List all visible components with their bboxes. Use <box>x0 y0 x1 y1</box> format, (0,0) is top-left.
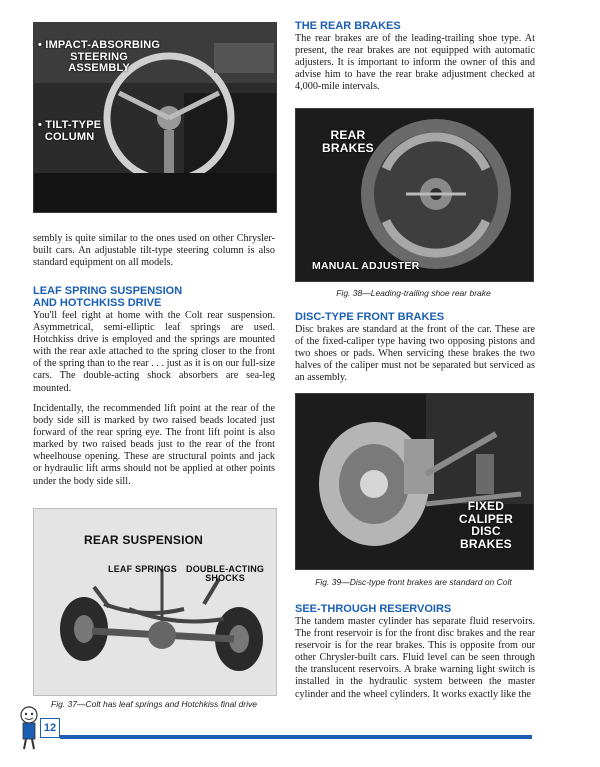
disc-brakes-paragraph: Disc brakes are standard at the front of the car. These are of the fixed-caliper type having two opposing pistons and two shoes or pads. When servicing these brakes the two halves of the caliper must not be separated but serviced as an assembly. <box>295 324 535 384</box>
mascot-icon <box>18 706 40 750</box>
steering-assembly-label: • IMPACT-ABSORBING STEERING ASSEMBLY <box>38 39 161 75</box>
fixed-caliper-label: FIXED CALIPER DISC BRAKES <box>458 499 513 551</box>
reservoirs-heading: SEE-THROUGH RESERVOIRS <box>295 603 452 615</box>
leaf-spring-paragraph-2: Incidentally, the recommended lift point at the rear of the body side sill is marked by two raised beads located just forward of the rear spring eye. The front lift point is also marked by two raised beads just to the rear of the front wheelhouse opening. These are structural points and jack or hydraulic lift arms should not be applied at other points under the body side sill. <box>33 403 275 487</box>
fig37-caption: Fig. 37—Colt has leaf springs and Hotchkiss final drive <box>51 699 257 709</box>
leaf-springs-label: LEAF SPRINGS <box>108 564 177 574</box>
rear-brakes-heading: THE REAR BRAKES <box>295 20 401 32</box>
page-number: 12 <box>40 718 60 738</box>
rear-brakes-paragraph: The rear brakes are of the leading-trailing shoe type. At present, the rear brakes are not equipped with automatic adjusters. It is important to inform the owner of this and advise him to have the rear brake adjustment checked at 4,000-mile intervals. <box>295 33 535 93</box>
steering-continuation-text: sembly is quite similar to the ones used on other Chrysler-built cars. An adjustable tilt-type steering column is also standard equipment on all models. <box>33 233 275 269</box>
fig36-caption: Fig. 36—The adjustable steering column is standard <box>56 217 254 227</box>
reservoirs-paragraph: The tandem master cylinder has separate fluid reservoirs. The front reservoir is for the front disc brakes and the rear reservoir is for the rear brakes. This is opposite from our other Chrysler-built cars. Fluid level can be seen through the translucent reservoirs. A brake warning light switch is installed in the hydraulic system between the master cylinder and the wheel cylinders. It works exactly like the <box>295 616 535 700</box>
fig38-caption: Fig. 38—Leading-trailing shoe rear brake <box>336 288 491 298</box>
rear-brake-photo <box>295 108 534 282</box>
rear-brakes-photo-label: REAR BRAKES <box>322 128 374 155</box>
rear-suspension-illustration <box>33 508 277 696</box>
manual-adjuster-label: MANUAL ADJUSTER <box>312 260 420 272</box>
footer-rule <box>60 735 532 739</box>
leaf-spring-paragraph-1: You'll feel right at home with the Colt rear suspension. Asymmetrical, semi-elliptic leaf springs are used. Hotchkiss drive is employed and the springs are mounted with the rear axle attached to the spring closer to the front of the spring than to the rear . . . just as it is on our full-size cars. The double-acting shock absorbers are sea-leg mounted. <box>33 310 275 394</box>
rear-suspension-title: REAR SUSPENSION <box>84 533 204 547</box>
disc-brake-photo <box>295 393 534 570</box>
fig39-caption: Fig. 39—Disc-type front brakes are standard on Colt <box>315 577 512 587</box>
disc-brakes-heading: DISC-TYPE FRONT BRAKES <box>295 311 445 323</box>
tilt-column-label: • TILT-TYPE COLUMN <box>38 119 102 143</box>
leaf-spring-heading: LEAF SPRING SUSPENSION AND HOTCHKISS DRIVE <box>33 285 183 309</box>
steering-column-photo <box>33 22 277 227</box>
shocks-label: DOUBLE-ACTING SHOCKS <box>186 564 265 584</box>
